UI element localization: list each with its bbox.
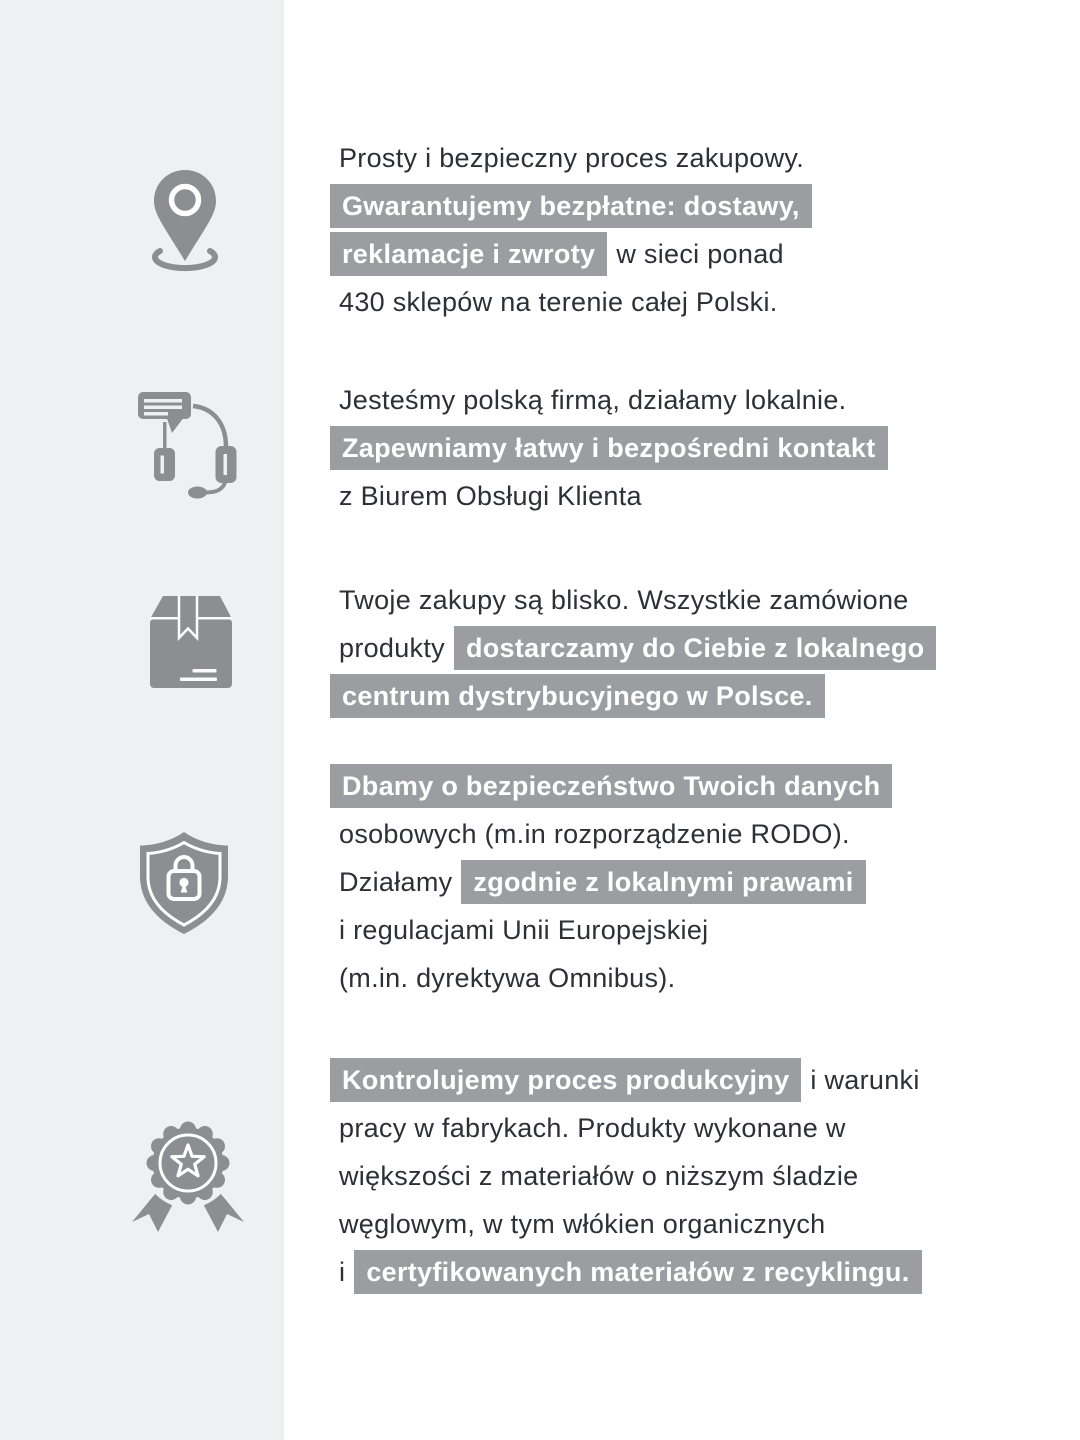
feature-local-distribution (330, 576, 936, 720)
text-segment: Twoje zakupy są blisko. Wszystkie zamówione (339, 584, 909, 615)
text-segment: z Biurem Obsługi Klienta (339, 480, 642, 511)
text-line (330, 576, 936, 624)
text-line (330, 424, 888, 472)
feature-local-company-contact (330, 376, 888, 520)
text-segment: produkty (339, 632, 445, 663)
text-segment: Działamy (339, 866, 453, 897)
text-line (330, 762, 892, 810)
text-line (330, 1200, 929, 1248)
text-line (330, 278, 813, 326)
feature-production-control (330, 1056, 929, 1296)
text-line (330, 472, 888, 520)
feature-free-delivery-returns (330, 134, 813, 326)
text-segment: większości z materiałów o niższym śladzie (339, 1160, 859, 1191)
highlighted-text-segment: zgodnie z lokalnymi prawami (461, 860, 865, 904)
text-line (330, 906, 892, 954)
text-segment: Jesteśmy polską firmą, działamy lokalnie. (339, 384, 847, 415)
text-segment: pracy w fabrykach. Produkty wykonane w (339, 1112, 846, 1143)
package-icon (110, 570, 270, 720)
support-headset-icon (125, 380, 255, 510)
text-line (330, 134, 813, 182)
text-line (330, 1056, 929, 1104)
highlighted-text-segment: certyfikowanych materiałów z recyklingu. (354, 1250, 921, 1294)
text-line (330, 230, 813, 278)
text-segment: i regulacjami Unii Europejskiej (339, 914, 709, 945)
highlighted-text-segment: Dbamy o bezpieczeństwo Twoich danych (330, 764, 892, 808)
security-shield-icon (110, 820, 270, 970)
text-segment: Prosty i bezpieczny proces zakupowy. (339, 142, 805, 173)
text-line (330, 1248, 929, 1296)
text-line (330, 376, 888, 424)
text-line (330, 672, 936, 720)
text-segment: osobowych (m.in rozporządzenie RODO). (339, 818, 850, 849)
text-segment: 430 sklepów na terenie całej Polski. (339, 286, 778, 317)
text-line (330, 624, 936, 672)
text-segment: i (339, 1256, 346, 1287)
text-segment: (m.in. dyrektywa Omnibus). (339, 962, 676, 993)
highlighted-text-segment: reklamacje i zwroty (330, 232, 607, 276)
highlighted-text-segment: centrum dystrybucyjnego w Polsce. (330, 674, 825, 718)
feature-data-security (330, 762, 892, 1002)
location-pin-icon (130, 160, 260, 290)
text-line (330, 1152, 929, 1200)
text-line (330, 1104, 929, 1152)
icon-sidebar (0, 0, 284, 1440)
text-segment: węglowym, w tym włókien organicznych (339, 1208, 826, 1239)
highlighted-text-segment: Kontrolujemy proces produkcyjny (330, 1058, 801, 1102)
award-badge-icon (110, 1110, 270, 1260)
text-line (330, 954, 892, 1002)
highlighted-text-segment: Zapewniamy łatwy i bezpośredni kontakt (330, 426, 888, 470)
text-line (330, 858, 892, 906)
text-segment: i warunki (810, 1064, 920, 1095)
text-line (330, 182, 813, 230)
highlighted-text-segment: dostarczamy do Ciebie z lokalnego (454, 626, 937, 670)
text-segment: w sieci ponad (616, 238, 784, 269)
highlighted-text-segment: Gwarantujemy bezpłatne: dostawy, (330, 184, 812, 228)
text-line (330, 810, 892, 858)
